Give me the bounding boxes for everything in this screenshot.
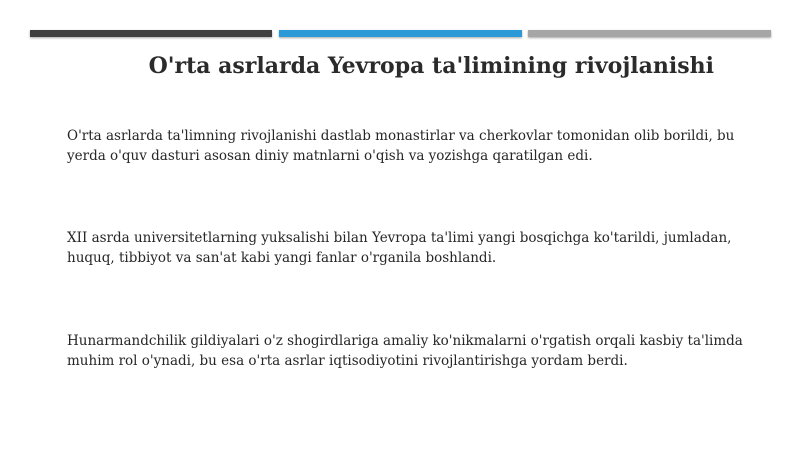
slide-title: O'rta asrlarda Yevropa ta'limining rivojlanishi	[148, 53, 714, 79]
accent-bar-gray	[528, 30, 771, 37]
accent-bar-dark	[30, 30, 272, 37]
accent-bar-blue	[279, 30, 522, 37]
paragraph-guilds: Hunarmandchilik gildiyalari o'z shogirdlariga amaliy ko'nikmalarni o'rgatish orqali kasbiy ta'limda muhim rol o'ynadi, bu esa o'rta asrlar iqtisodiyotini rivojlantirishga yordam berdi.	[67, 333, 743, 369]
paragraph-universities: XII asrda universitetlarning yuksalishi bilan Yevropa ta'limi yangi bosqichga ko'tarildi, jumladan, huquq, tibbiyot va san'at kabi yangi fanlar o'rganila boshlandi.	[67, 230, 732, 266]
paragraph-monasteries: O'rta asrlarda ta'limning rivojlanishi dastlab monastirlar va cherkovlar tomonidan olib borildi, bu yerda o'quv dasturi asosan diniy matnlarni o'qish va yozishga qaratilgan edi.	[67, 128, 735, 164]
